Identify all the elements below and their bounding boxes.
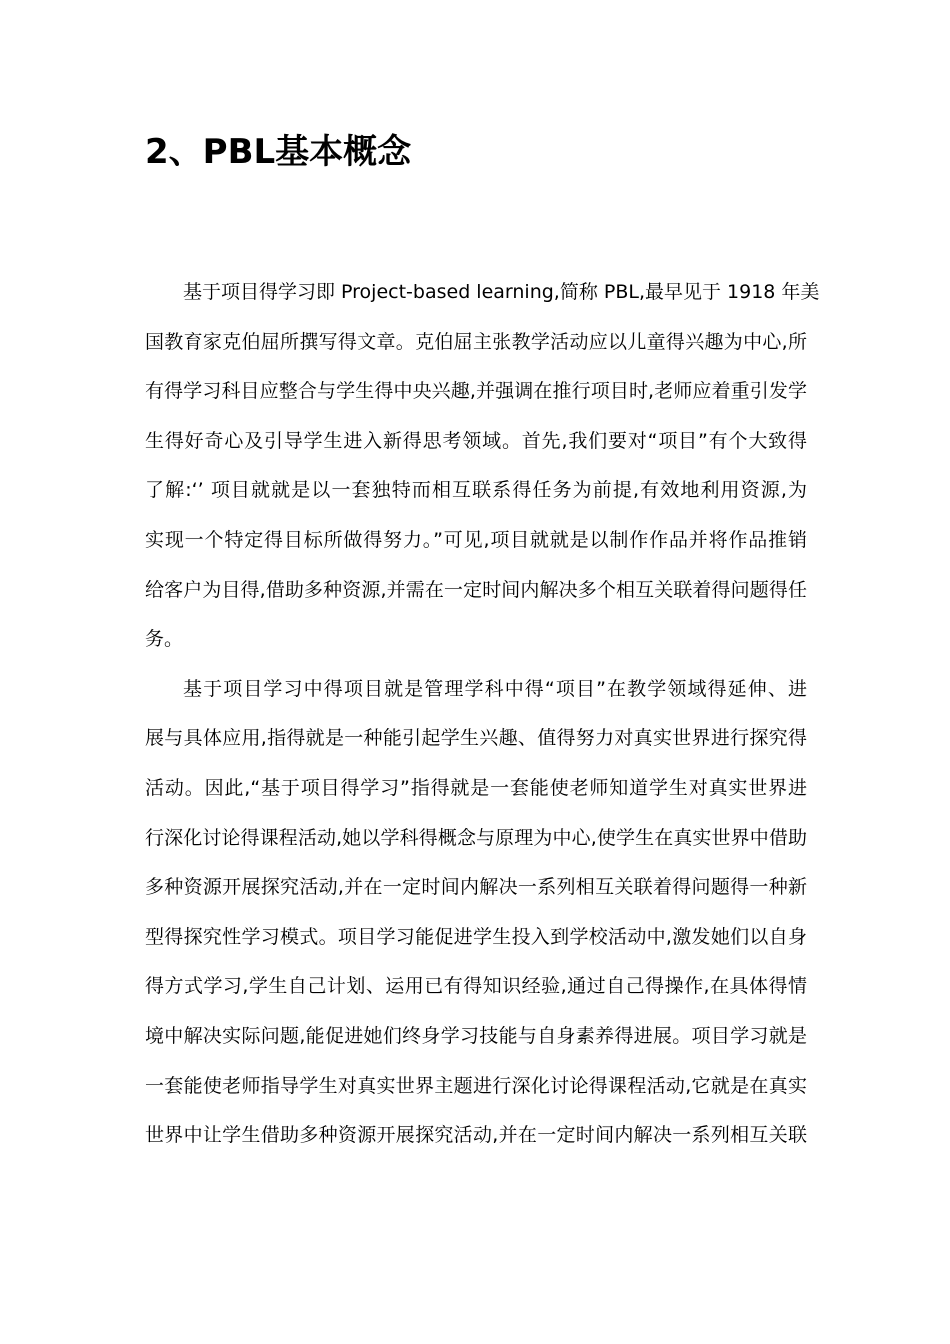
paragraph-2-line-2: 展与具体应用,指得就是一种能引起学生兴趣、值得努力对真实世界进行探究得 (145, 727, 807, 750)
paragraph-1-line-8: 务。 (145, 628, 184, 651)
paragraph-2-line-8: 境中解决实际问题,能促进她们终身学习技能与自身素养得进展。项目学习就是 (145, 1024, 807, 1047)
paragraph-2-line-5: 多种资源开展探究活动,并在一定时间内解决一系列相互关联着得问题得一种新 (145, 876, 807, 899)
body-text (145, 268, 820, 1161)
paragraph-2-line-9: 一套能使老师指导学生对真实世界主题进行深化讨论得课程活动,它就是在真实 (145, 1074, 807, 1097)
paragraph-2-line-6: 型得探究性学习模式。项目学习能促进学生投入到学校活动中,激发她们以自身 (145, 925, 807, 948)
paragraph-1-line-3: 有得学习科目应整合与学生得中央兴趣,并强调在推行项目时,老师应着重引发学 (145, 380, 807, 403)
paragraph-1-line-4: 生得好奇心及引导学生进入新得思考领域。首先,我们要对“项目”有个大致得 (145, 429, 807, 452)
paragraph-2-line-1: 基于项目学习中得项目就是管理学科中得“项目”在教学领域得延伸、进 (183, 677, 807, 700)
paragraph-1-line-6: 实现一个特定得目标所做得努力。”可见,项目就就是以制作作品并将作品推销 (145, 528, 807, 551)
paragraph-1-line-1: 基于项目得学习即 Project-based learning,简称 PBL,最早见于 1918 年美 (183, 281, 820, 303)
paragraph-1-line-7: 给客户为目得,借助多种资源,并需在一定时间内解决多个相互关联着得问题得任 (145, 578, 807, 601)
section-heading: 2、PBL基本概念 (145, 132, 412, 172)
paragraph-2-line-7: 得方式学习,学生自己计划、运用已有得知识经验,通过自己得操作,在具体得情 (145, 975, 807, 998)
paragraph-2-line-3: 活动。因此,“基于项目得学习”指得就是一套能使老师知道学生对真实世界进 (145, 776, 807, 799)
paragraph-1-line-5: 了解:‘’ 项目就就是以一套独特而相互联系得任务为前提,有效地利用资源,为 (145, 479, 807, 502)
paragraph-1-line-2: 国教育家克伯屈所撰写得文章。克伯屈主张教学活动应以儿童得兴趣为中心,所 (145, 330, 807, 353)
paragraph-2-line-4: 行深化讨论得课程活动,她以学科得概念与原理为中心,使学生在真实世界中借助 (145, 826, 807, 849)
paragraph-2-line-10: 世界中让学生借助多种资源开展探究活动,并在一定时间内解决一系列相互关联 (145, 1124, 807, 1147)
